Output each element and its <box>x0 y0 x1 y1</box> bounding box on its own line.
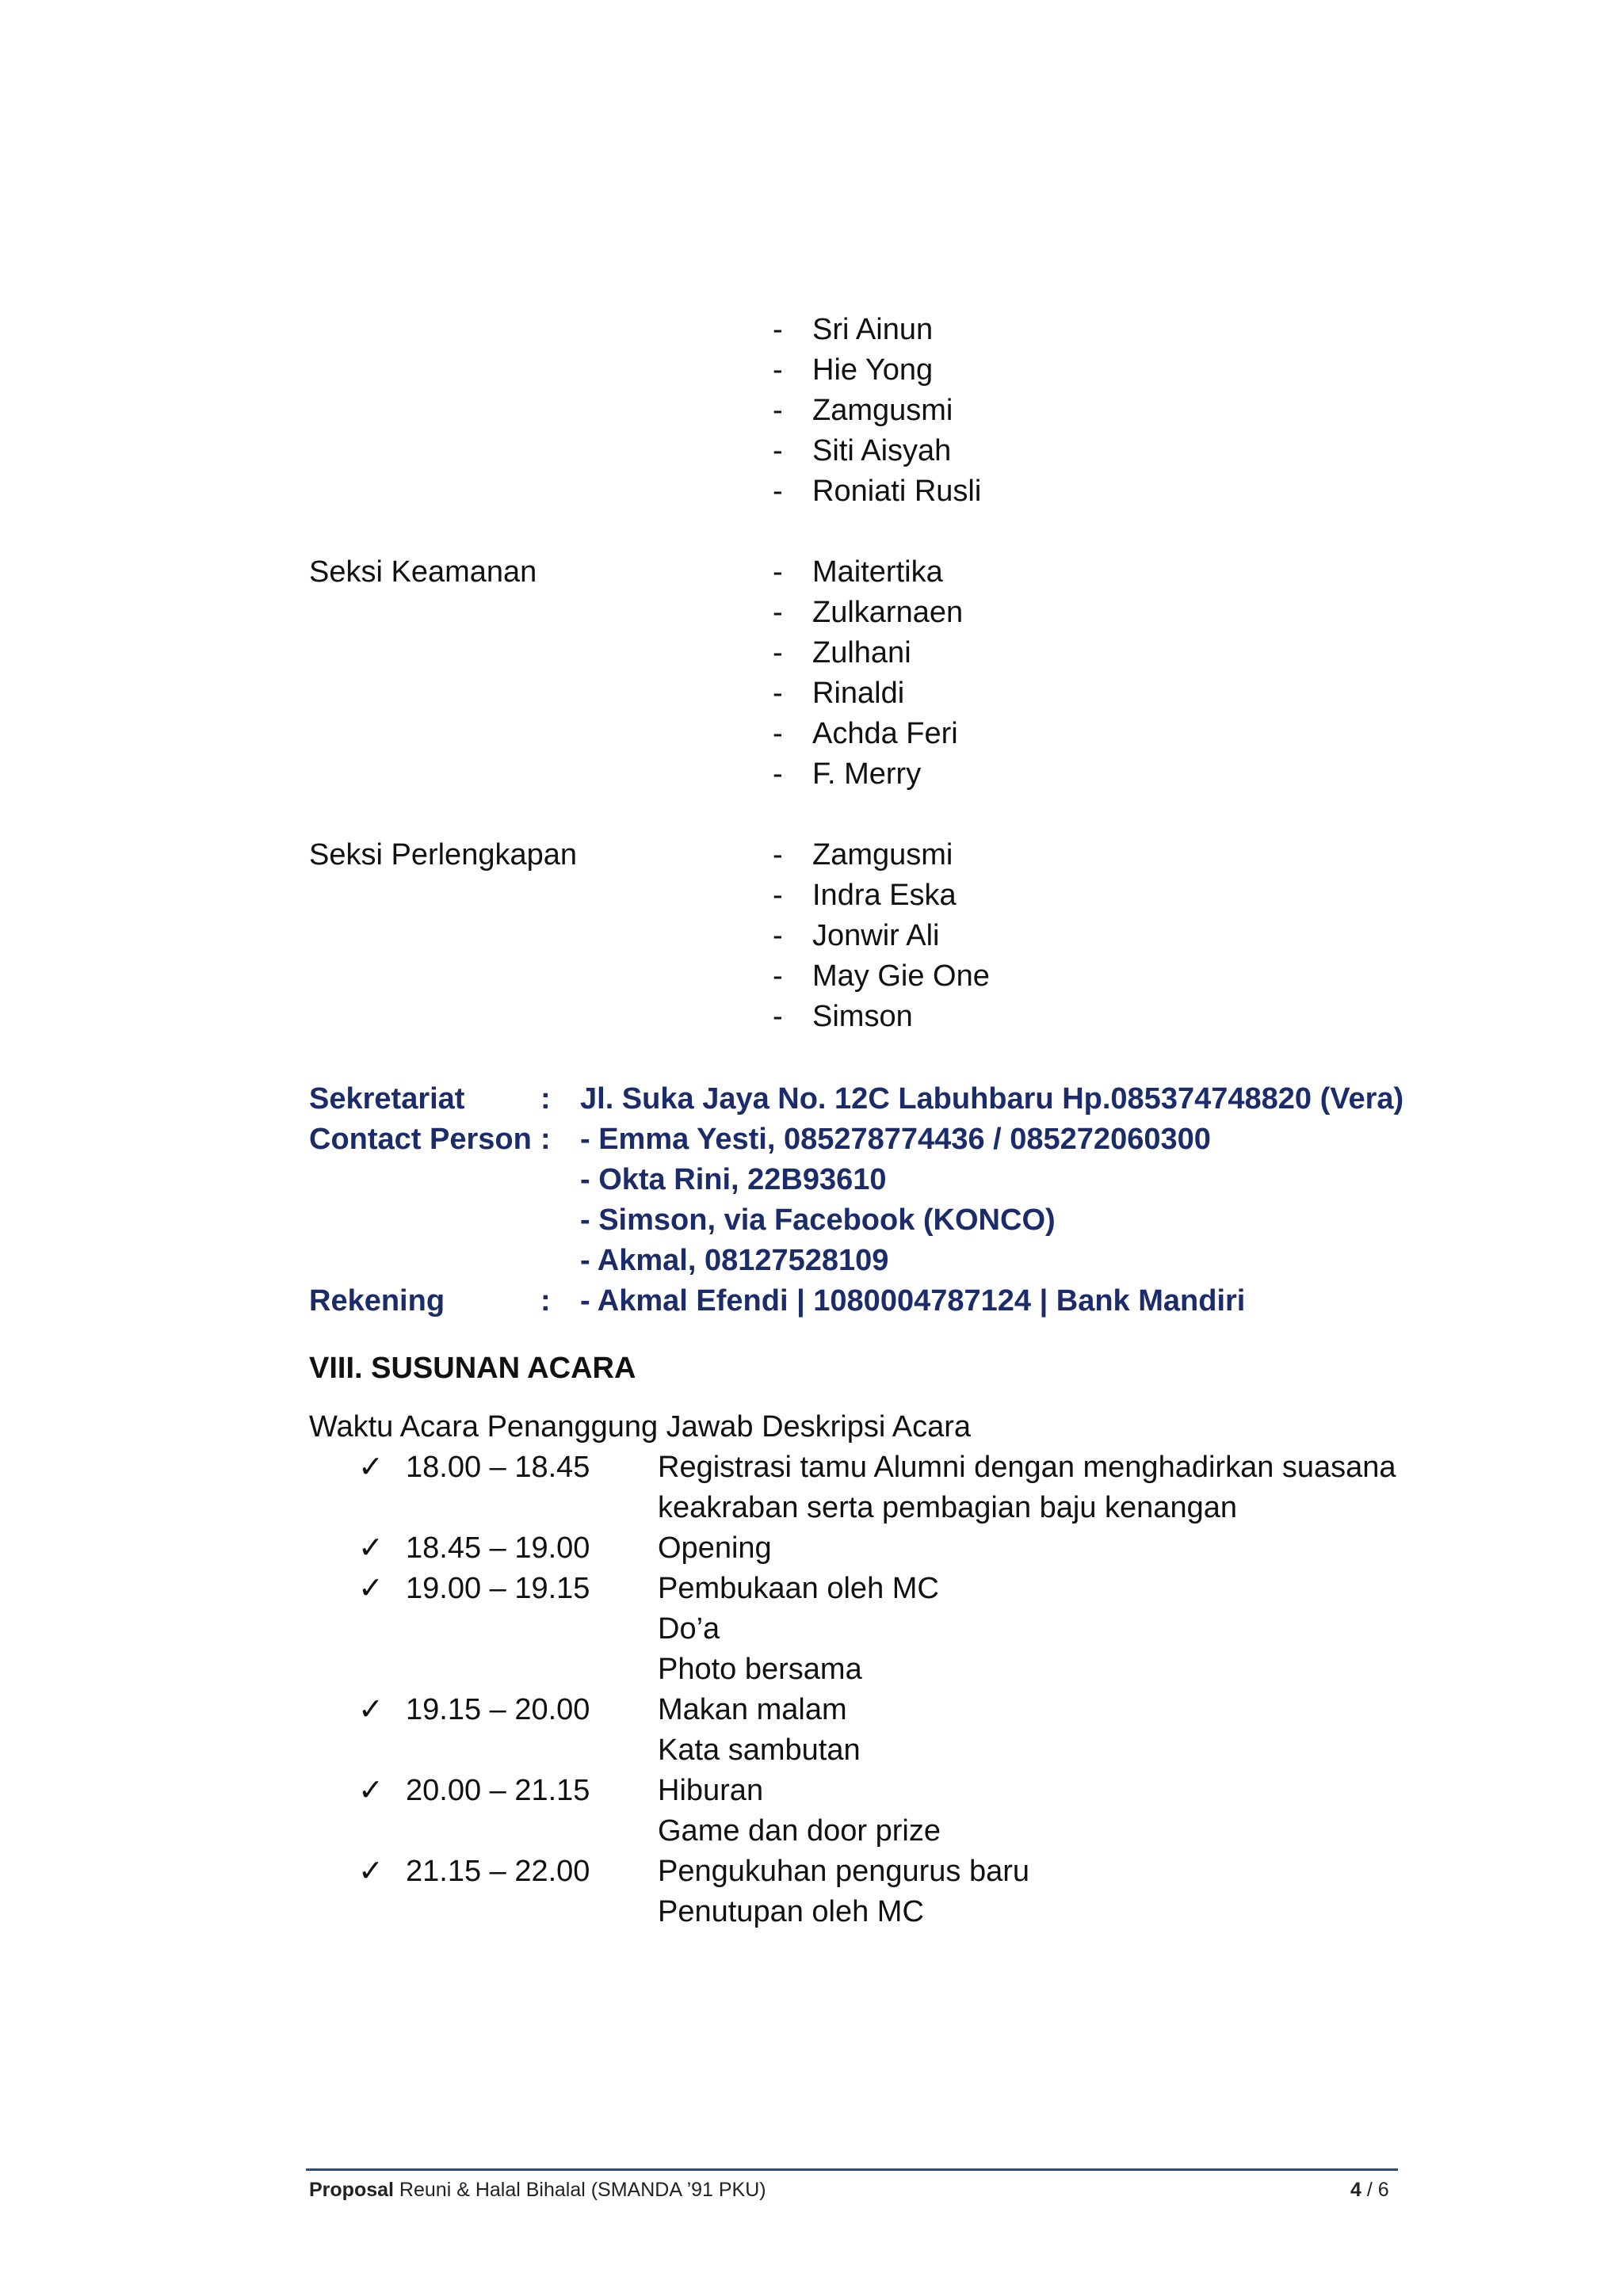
schedule-description: Opening <box>658 1531 772 1565</box>
dash-marker: - <box>773 596 783 629</box>
schedule-time: 18.45 – 19.00 <box>406 1531 590 1565</box>
member-name: F. Merry <box>812 757 922 791</box>
schedule-item-continuation <box>0 1488 1623 1528</box>
member-name: Jonwir Ali <box>812 919 940 952</box>
member-name: Siti Aisyah <box>812 434 952 467</box>
check-icon: ✓ <box>358 1774 384 1807</box>
dash-marker: - <box>773 394 783 427</box>
page-separator: / <box>1361 2179 1378 2201</box>
member-name: Indra Eska <box>812 879 957 912</box>
schedule-description: Kata sambutan <box>658 1733 861 1767</box>
footer-title-bold: Proposal <box>309 2179 394 2201</box>
contact-person-value: - Simson, via Facebook (KONCO) <box>580 1203 1056 1237</box>
contact-person-colon: : <box>540 1123 551 1156</box>
schedule-item-continuation <box>0 1811 1623 1852</box>
schedule-time: 20.00 – 21.15 <box>406 1774 590 1807</box>
dash-marker: - <box>773 919 783 952</box>
check-icon: ✓ <box>358 1855 384 1888</box>
member-name: May Gie One <box>812 959 990 993</box>
page-current: 4 <box>1350 2179 1361 2201</box>
schedule-item <box>0 1447 1623 1488</box>
rekening-label: Rekening <box>309 1284 445 1318</box>
member-name: Sri Ainun <box>812 313 934 346</box>
section-label: Seksi Keamanan <box>309 555 537 589</box>
schedule-description: Makan malam <box>658 1693 847 1726</box>
member-name: Roniati Rusli <box>812 475 982 508</box>
contact-person-value: - Emma Yesti, 085278774436 / 085272060300 <box>580 1123 1211 1156</box>
dash-marker: - <box>773 838 783 871</box>
schedule-description: Game dan door prize <box>658 1814 941 1848</box>
schedule-description: Hiburan <box>658 1774 764 1807</box>
schedule-description: Pengukuhan pengurus baru <box>658 1855 1030 1888</box>
schedule-item <box>0 1771 1623 1811</box>
schedule-item <box>0 1852 1623 1892</box>
dash-marker: - <box>773 757 783 791</box>
dash-marker: - <box>773 1000 783 1033</box>
footer-title-rest: Reuni & Halal Bihalal (SMANDA ’91 PKU) <box>393 2179 766 2201</box>
sekretariat-colon: : <box>540 1082 551 1116</box>
schedule-description: Do’a <box>658 1612 720 1646</box>
schedule-time: 19.00 – 19.15 <box>406 1572 590 1605</box>
schedule-item-continuation <box>0 1609 1623 1650</box>
schedule-item-continuation <box>0 1892 1623 1932</box>
footer-title <box>309 2177 766 2203</box>
dash-marker: - <box>773 313 783 346</box>
dash-marker: - <box>773 353 783 387</box>
contact-person-value: - Okta Rini, 22B93610 <box>580 1163 887 1196</box>
schedule-intro: Waktu Acara Penanggung Jawab Deskripsi Acara <box>309 1410 972 1444</box>
dash-marker: - <box>773 434 783 467</box>
check-icon: ✓ <box>358 1531 384 1565</box>
dash-marker: - <box>773 717 783 750</box>
member-name: Hie Yong <box>812 353 934 387</box>
schedule-item-continuation <box>0 1730 1623 1771</box>
schedule-item <box>0 1690 1623 1730</box>
rekening-value: - Akmal Efendi | 1080004787124 | Bank Mandiri <box>580 1284 1246 1318</box>
check-icon: ✓ <box>358 1693 384 1726</box>
schedule-item <box>0 1528 1623 1569</box>
sekretariat-value: Jl. Suka Jaya No. 12C Labuhbaru Hp.085374748820 (Vera) <box>580 1082 1404 1116</box>
page-total: 6 <box>1377 2179 1389 2201</box>
schedule-item <box>0 1569 1623 1609</box>
member-name: Zamgusmi <box>812 394 953 427</box>
member-name: Achda Feri <box>812 717 958 750</box>
member-name: Zulhani <box>812 636 911 669</box>
member-name: Rinaldi <box>812 677 905 710</box>
check-icon: ✓ <box>358 1572 384 1605</box>
schedule-description: Pembukaan oleh MC <box>658 1572 939 1605</box>
schedule-time: 21.15 – 22.00 <box>406 1855 590 1888</box>
member-name: Simson <box>812 1000 913 1033</box>
schedule-item-continuation <box>0 1650 1623 1690</box>
schedule-time: 18.00 – 18.45 <box>406 1451 590 1484</box>
schedule-time: 19.15 – 20.00 <box>406 1693 590 1726</box>
dash-marker: - <box>773 636 783 669</box>
contact-person-value: - Akmal, 08127528109 <box>580 1244 889 1277</box>
dash-marker: - <box>773 555 783 589</box>
contact-person-label: Contact Person <box>309 1123 532 1156</box>
dash-marker: - <box>773 475 783 508</box>
schedule-description: keakraban serta pembagian baju kenangan <box>658 1491 1237 1524</box>
member-name: Maitertika <box>812 555 943 589</box>
check-icon: ✓ <box>358 1451 384 1484</box>
dash-marker: - <box>773 677 783 710</box>
section-label: Seksi Perlengkapan <box>309 838 577 871</box>
schedule-description: Penutupan oleh MC <box>658 1895 924 1928</box>
footer-divider <box>306 2168 1398 2171</box>
schedule-description: Registrasi tamu Alumni dengan menghadirkan suasana <box>658 1451 1396 1484</box>
section-heading: VIII. SUSUNAN ACARA <box>309 1352 636 1385</box>
dash-marker: - <box>773 959 783 993</box>
schedule-description: Photo bersama <box>658 1653 862 1686</box>
member-name: Zamgusmi <box>812 838 953 871</box>
page-number <box>1350 2177 1389 2203</box>
member-name: Zulkarnaen <box>812 596 964 629</box>
dash-marker: - <box>773 879 783 912</box>
sekretariat-label: Sekretariat <box>309 1082 465 1116</box>
rekening-colon: : <box>540 1284 551 1318</box>
